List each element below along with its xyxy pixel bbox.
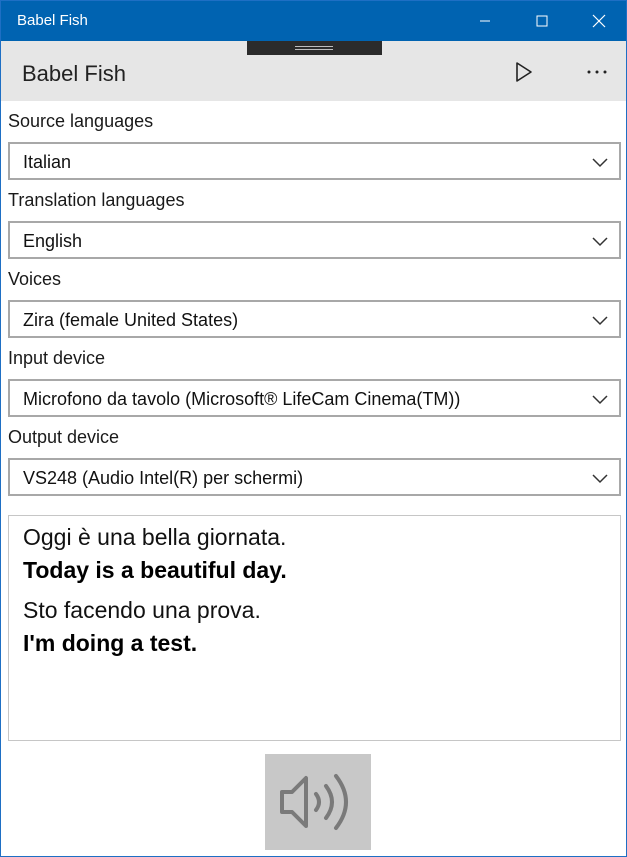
source-text-line: Oggi è una bella giornata.	[23, 524, 287, 550]
output-device-value: VS248 (Audio Intel(R) per schermi)	[23, 468, 304, 488]
chevron-down-icon	[591, 313, 609, 327]
minimize-button[interactable]	[456, 1, 513, 41]
window-title: Babel Fish	[17, 12, 88, 29]
maximize-icon	[536, 15, 548, 27]
output-device-label: Output device	[8, 427, 120, 447]
input-device-label: Input device	[8, 348, 106, 368]
play-icon	[514, 61, 534, 83]
play-button[interactable]	[509, 57, 539, 87]
voices-label: Voices	[8, 269, 62, 289]
more-icon	[586, 69, 608, 75]
drag-handle[interactable]	[247, 41, 382, 55]
source-languages-dropdown[interactable]	[8, 142, 621, 180]
speaker-volume-icon	[276, 764, 360, 840]
chevron-down-icon	[591, 155, 609, 169]
close-button[interactable]	[570, 1, 627, 41]
output-device-dropdown[interactable]	[8, 458, 621, 496]
app-title: Babel Fish	[22, 61, 126, 86]
translation-languages-value: English	[23, 231, 83, 251]
chevron-down-icon	[591, 392, 609, 406]
source-text-line: Sto facendo una prova.	[23, 597, 261, 623]
title-bar[interactable]	[1, 1, 626, 41]
voices-dropdown[interactable]	[8, 300, 621, 338]
close-icon	[592, 14, 606, 28]
source-languages-label: Source languages	[8, 111, 154, 131]
translation-languages-dropdown[interactable]	[8, 221, 621, 259]
source-languages-value: Italian	[23, 152, 72, 172]
maximize-button[interactable]	[513, 1, 570, 41]
transcript-area[interactable]	[8, 515, 621, 741]
translated-text-line: Today is a beautiful day.	[23, 557, 287, 583]
minimize-icon	[479, 15, 491, 27]
chevron-down-icon	[591, 234, 609, 248]
translated-text-line: I'm doing a test.	[23, 630, 198, 656]
input-device-value: Microfono da tavolo (Microsoft® LifeCam Cinema(TM))	[23, 389, 461, 409]
more-button[interactable]	[579, 57, 615, 87]
input-device-dropdown[interactable]	[8, 379, 621, 417]
speaker-button[interactable]	[265, 754, 371, 850]
voices-value: Zira (female United States)	[23, 310, 239, 330]
translation-languages-label: Translation languages	[8, 190, 185, 210]
chevron-down-icon	[591, 471, 609, 485]
